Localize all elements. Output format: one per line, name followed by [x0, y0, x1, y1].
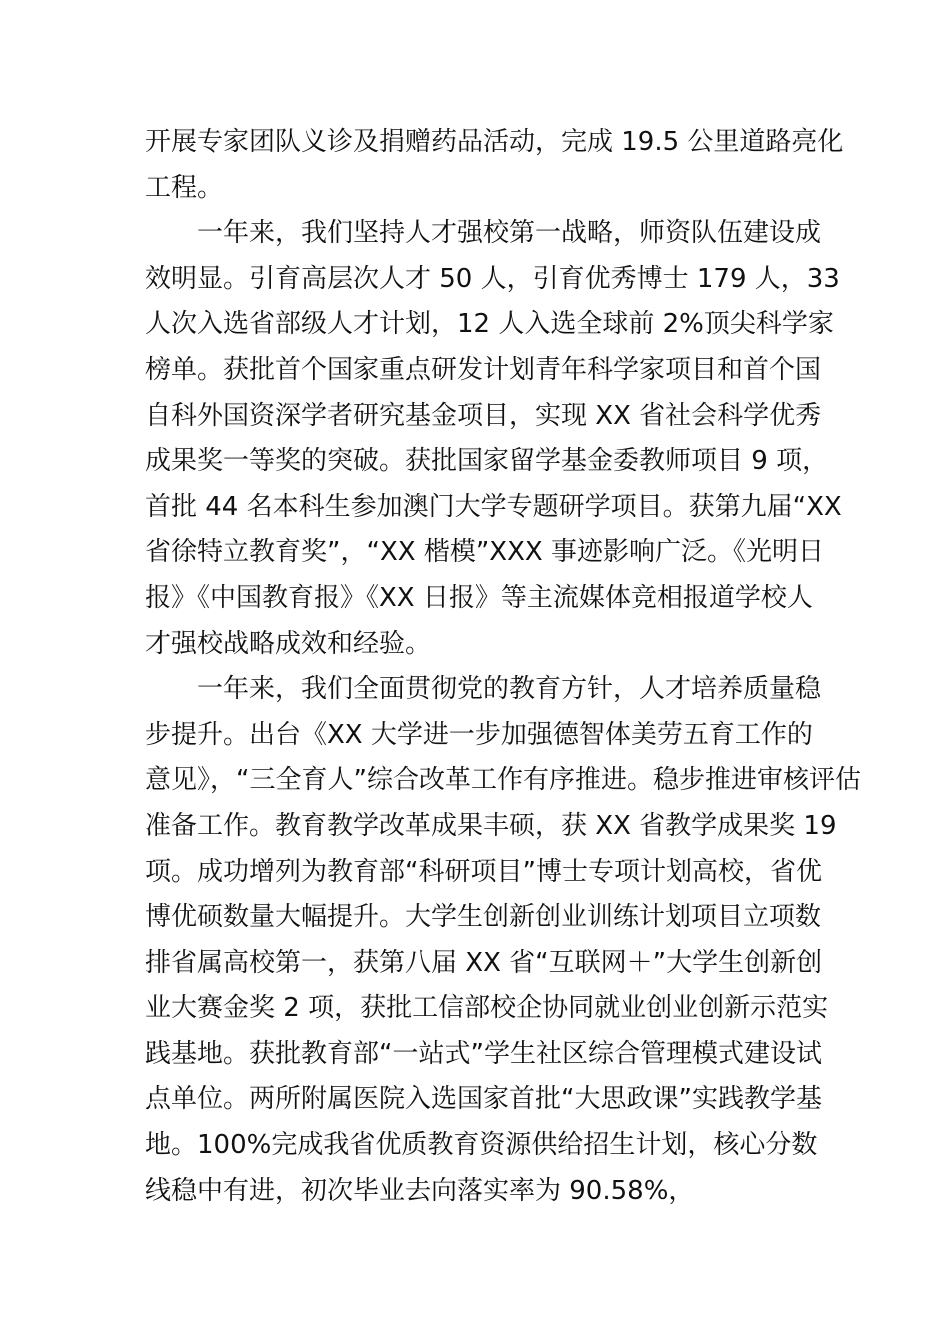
- text-line-15: 意见》，“三全育人”综合改革工作有序推进。稳步推进审核评估: [145, 765, 861, 796]
- text-line-10: 省徐特立教育奖”，“XX 楷模”XXX 事迹影响广泛。《光明日: [145, 537, 824, 568]
- text-line-23: 地。100%完成我省优质教育资源供给招生计划，核心分数: [145, 1130, 818, 1161]
- text-line-7: 自科外国资深学者研究基金项目，实现 XX 省社会科学优秀: [145, 400, 822, 431]
- text-line-20: 业大赛金奖 2 项，获批工信部校企协同就业创业创新示范实: [145, 993, 829, 1024]
- text-line-16: 准备工作。教育教学改革成果丰硕，获 XX 省教学成果奖 19: [145, 810, 837, 841]
- text-line-13: 一年来，我们全面贯彻党的教育方针，人才培养质量稳: [197, 674, 822, 705]
- text-line-14: 步提升。出台《XX 大学进一步加强德智体美劳五育工作的: [145, 719, 813, 750]
- text-line-9: 首批 44 名本科生参加澳门大学专题研学项目。获第九届“XX: [145, 491, 842, 522]
- text-line-1: 开展专家团队义诊及捐赠药品活动，完成 19.5 公里道路亮化: [145, 127, 844, 157]
- text-line-17: 项。成功增列为教育部“科研项目”博士专项计划高校，省优: [145, 856, 822, 887]
- text-line-21: 践基地。获批教育部“一站式”学生社区综合管理模式建设试: [145, 1038, 822, 1069]
- text-line-3: 一年来，我们坚持人才强校第一战略，师资队伍建设成: [197, 218, 822, 249]
- text-line-12: 才强校战略成效和经验。: [145, 628, 432, 659]
- text-line-22: 点单位。两所附属医院入选国家首批“大思政课”实践教学基: [145, 1084, 822, 1115]
- text-line-2: 工程。: [145, 172, 224, 203]
- text-line-11: 报》《中国教育报》《XX 日报》等主流媒体竞相报道学校人: [145, 582, 813, 613]
- text-line-8: 成果奖一等奖的突破。获批国家留学基金委教师项目 9 项，: [145, 446, 829, 477]
- text-line-18: 博优硕数量大幅提升。大学生创新创业训练计划项目立项数: [145, 902, 822, 933]
- body-text: [145, 120, 861, 1214]
- text-line-24: 线稳中有进，初次毕业去向落实率为 90.58%，: [145, 1175, 695, 1206]
- text-line-6: 榜单。获批首个国家重点研发计划青年科学家项目和首个国: [145, 354, 822, 385]
- text-line-4: 效明显。引育高层次人才 50 人，引育优秀博士 179 人，33: [145, 263, 840, 294]
- text-line-19: 排省属高校第一，获第八届 XX 省“互联网＋”大学生创新创: [145, 947, 823, 978]
- text-line-5: 人次入选省部级人才计划，12 人入选全球前 2%顶尖科学家: [145, 309, 834, 340]
